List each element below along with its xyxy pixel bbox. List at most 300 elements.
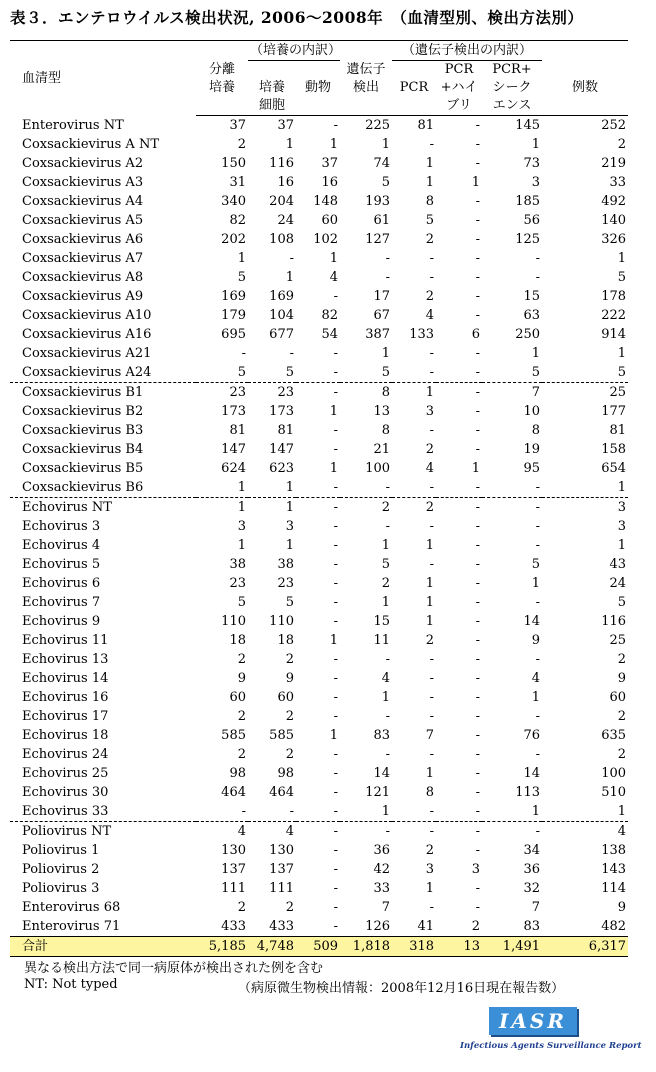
cell-value: - — [482, 498, 542, 518]
cell-value: 7 — [482, 383, 542, 403]
cell-value: 1 — [237, 538, 246, 553]
cell-value: 1 — [425, 576, 435, 591]
cell-value: 5,185 — [196, 937, 248, 957]
cell-value: 95 — [523, 461, 541, 476]
cell-value: - — [333, 595, 339, 610]
cell-value: 9 — [285, 671, 294, 686]
cell-value: 38 — [277, 557, 294, 572]
cell-value: 24 — [609, 576, 627, 591]
cell-value: 14 — [523, 766, 541, 781]
table-row — [10, 306, 628, 325]
cell-value: - — [475, 118, 481, 133]
cell-value: 1 — [285, 137, 294, 152]
table-row — [10, 783, 628, 802]
cell-value: - — [475, 423, 481, 438]
cell-value: 1 — [425, 614, 435, 629]
cell-value: 3 — [531, 175, 541, 190]
cell-value: 121 — [365, 785, 391, 800]
row-serotype: Coxsackievirus A9 — [22, 289, 144, 304]
cell-value: 4 — [531, 671, 541, 686]
cell-value: - — [475, 557, 481, 572]
header-pcr-hybrid: PCR +ハイ ブリ — [436, 61, 482, 116]
cell-value: 5 — [237, 365, 246, 380]
cell-value: 5 — [617, 595, 627, 610]
cell-value: 482 — [601, 919, 627, 934]
cell-value: - — [475, 881, 481, 896]
cell-value: 56 — [523, 213, 541, 228]
cell-value: - — [333, 538, 339, 553]
cell-value: 16 — [277, 175, 294, 190]
cell-value: 36 — [373, 843, 391, 858]
row-serotype: Echovirus NT — [10, 498, 196, 518]
cell-value: 23 — [196, 383, 248, 403]
cell-value: 6 — [471, 327, 481, 342]
footnote-nt: NT: Not typed — [24, 977, 118, 992]
cell-value: - — [429, 270, 435, 285]
row-serotype: Coxsackievirus A7 — [22, 251, 144, 266]
cell-value: 83 — [373, 728, 391, 743]
cell-value: 340 — [221, 194, 246, 209]
row-serotype: Coxsackievirus A NT — [22, 137, 159, 152]
cell-value: 1 — [425, 766, 435, 781]
table-row — [10, 344, 628, 363]
table-row — [10, 574, 628, 593]
row-serotype: Poliovirus 3 — [22, 881, 100, 896]
cell-value: 1 — [329, 728, 339, 743]
cell-value: 137 — [221, 862, 246, 877]
cell-value: - — [429, 346, 435, 361]
cell-value: - — [333, 766, 339, 781]
cell-value: 169 — [269, 289, 294, 304]
table-row — [10, 287, 628, 306]
cell-value: 1 — [531, 690, 541, 705]
cell-value: 9 — [617, 900, 627, 915]
cell-value: 1 — [329, 251, 339, 266]
cell-value: - — [475, 442, 481, 457]
cell-value: - — [385, 270, 391, 285]
cell-value: 126 — [365, 919, 391, 934]
cell-value: - — [333, 289, 339, 304]
cell-value: 25 — [542, 383, 628, 403]
cell-value: - — [385, 709, 391, 724]
cell-value: 654 — [601, 461, 627, 476]
cell-value: 1 — [471, 461, 481, 476]
cell-value: 82 — [229, 213, 246, 228]
cell-value: - — [333, 862, 339, 877]
cell-value: - — [333, 652, 339, 667]
table-row — [10, 707, 628, 726]
cell-value: 193 — [365, 194, 391, 209]
cell-value: 2 — [285, 747, 294, 762]
row-serotype: Echovirus 18 — [22, 728, 109, 743]
cell-value: 1 — [285, 538, 294, 553]
footnote-detection: 異なる検出方法で同一病原体が検出された例を含む — [24, 961, 324, 976]
cell-value: - — [333, 519, 339, 534]
cell-value: 387 — [365, 327, 391, 342]
table-row — [10, 669, 628, 688]
cell-value: 3 — [425, 862, 435, 877]
table-row — [10, 135, 628, 154]
cell-value: - — [535, 270, 541, 285]
cell-value: 9 — [531, 633, 541, 648]
cell-value: - — [475, 671, 481, 686]
cell-value: - — [475, 538, 481, 553]
cell-value: 17 — [373, 289, 391, 304]
row-serotype: Poliovirus 1 — [22, 843, 100, 858]
cell-value: 4 — [425, 461, 435, 476]
cell-value: 464 — [221, 785, 246, 800]
cell-value: 2 — [285, 709, 294, 724]
cell-value: 3 — [471, 862, 481, 877]
cell-value: - — [475, 709, 481, 724]
cell-value: 2 — [237, 747, 246, 762]
cell-value: - — [475, 289, 481, 304]
cell-value: 1 — [381, 690, 391, 705]
cell-value: 173 — [221, 404, 246, 419]
table-row — [10, 822, 628, 842]
cell-value: 2 — [425, 289, 435, 304]
row-serotype: Echovirus 13 — [22, 652, 109, 667]
cell-value: - — [475, 614, 481, 629]
cell-value: 1 — [531, 137, 541, 152]
cell-value: 2 — [617, 137, 627, 152]
cell-value: 509 — [296, 937, 340, 957]
cell-value: - — [333, 557, 339, 572]
cell-value: 43 — [609, 557, 627, 572]
cell-value: 110 — [221, 614, 246, 629]
cell-value: - — [429, 423, 435, 438]
cell-value: 19 — [523, 442, 541, 457]
cell-value: - — [385, 251, 391, 266]
cell-value: 98 — [229, 766, 246, 781]
cell-value: 2 — [617, 709, 627, 724]
cell-value: - — [429, 365, 435, 380]
cell-value: - — [429, 137, 435, 152]
cell-value: 36 — [523, 862, 541, 877]
table-row — [10, 116, 628, 136]
table-title: 表３．エンテロウイルス検出状況, 2006～2008年 （血清型別、検出方法別） — [10, 8, 584, 27]
table-row — [10, 325, 628, 344]
row-serotype: Coxsackievirus A16 — [22, 327, 152, 342]
cell-value: 4 — [196, 822, 248, 842]
footnote-source: （病原微生物検出情報：2008年12月16日現在報告数） — [238, 981, 565, 996]
row-serotype: Coxsackievirus A5 — [22, 213, 144, 228]
cell-value: 5 — [381, 175, 391, 190]
table-row — [10, 879, 628, 898]
header-pcr: PCR — [392, 61, 436, 116]
cell-value: 147 — [221, 442, 246, 457]
cell-value: 127 — [365, 232, 391, 247]
cell-value: - — [535, 747, 541, 762]
cell-value: 138 — [601, 843, 627, 858]
cell-value: 81 — [609, 423, 627, 438]
table-row — [10, 841, 628, 860]
cell-value: 1 — [285, 270, 294, 285]
cell-value: 130 — [269, 843, 294, 858]
cell-value: - — [475, 137, 481, 152]
cell-value: 23 — [277, 576, 294, 591]
cell-value: 510 — [601, 785, 627, 800]
cell-value: 1 — [381, 804, 391, 819]
cell-value: 2 — [617, 652, 627, 667]
cell-value: 8 — [340, 383, 392, 403]
row-serotype: Echovirus 16 — [22, 690, 109, 705]
row-serotype: Coxsackievirus B2 — [22, 404, 144, 419]
cell-value: - — [535, 595, 541, 610]
cell-value: - — [429, 804, 435, 819]
cell-value: 4 — [425, 308, 435, 323]
cell-value: - — [475, 652, 481, 667]
cell-value: - — [385, 747, 391, 762]
cell-value: 3 — [542, 498, 628, 518]
cell-value: - — [429, 251, 435, 266]
cell-value: 14 — [523, 614, 541, 629]
cell-value: 16 — [321, 175, 339, 190]
table-row — [10, 440, 628, 459]
cell-value: 13 — [373, 404, 391, 419]
row-serotype: Echovirus 5 — [22, 557, 101, 572]
row-serotype: Enterovirus 71 — [22, 919, 121, 934]
cell-value: 585 — [269, 728, 294, 743]
cell-value: 1 — [425, 881, 435, 896]
cell-value: 98 — [277, 766, 294, 781]
cell-value: 24 — [277, 213, 294, 228]
cell-value: 677 — [269, 327, 294, 342]
cell-value: - — [436, 822, 482, 842]
row-serotype: Echovirus 30 — [22, 785, 109, 800]
cell-value: 81 — [277, 423, 294, 438]
row-serotype: Coxsackievirus A8 — [22, 270, 144, 285]
table-row — [10, 764, 628, 783]
table-row — [10, 536, 628, 555]
table-row — [10, 192, 628, 211]
enterovirus-table — [10, 40, 628, 957]
cell-value: 18 — [277, 633, 294, 648]
cell-value: 14 — [373, 766, 391, 781]
cell-value: 82 — [321, 308, 339, 323]
cell-value: 2 — [237, 652, 246, 667]
cell-value: 1 — [617, 538, 627, 553]
total-row — [10, 937, 628, 957]
cell-value: 3 — [617, 519, 627, 534]
cell-value: 15 — [373, 614, 391, 629]
cell-value: 37 — [321, 156, 339, 171]
cell-value: 3 — [237, 519, 246, 534]
cell-value: 250 — [515, 327, 541, 342]
cell-value: 1 — [381, 595, 391, 610]
header-serotype: 血清型 — [10, 41, 196, 116]
row-serotype: Echovirus 25 — [22, 766, 109, 781]
cell-value: 1 — [392, 383, 436, 403]
cell-value: 1 — [425, 156, 435, 171]
cell-value: 222 — [601, 308, 627, 323]
cell-value: - — [429, 480, 435, 495]
cell-value: - — [333, 785, 339, 800]
table-row — [10, 459, 628, 478]
table-row — [10, 478, 628, 498]
cell-value: - — [333, 423, 339, 438]
cell-value: - — [475, 270, 481, 285]
cell-value: - — [475, 900, 481, 915]
cell-value: 21 — [373, 442, 391, 457]
cell-value: 635 — [601, 728, 627, 743]
cell-value: 31 — [229, 175, 246, 190]
cell-value: 326 — [601, 232, 627, 247]
cell-value: 102 — [313, 232, 339, 247]
cell-value: 145 — [515, 118, 541, 133]
cell-value: 100 — [365, 461, 391, 476]
row-serotype: Coxsackievirus A6 — [22, 232, 144, 247]
row-serotype: Coxsackievirus B6 — [22, 480, 144, 495]
table-row — [10, 745, 628, 764]
cell-value: 7 — [381, 900, 391, 915]
table-row — [10, 650, 628, 669]
cell-value: - — [482, 822, 542, 842]
cell-value: 2 — [425, 442, 435, 457]
cell-value: 37 — [277, 118, 294, 133]
cell-value: 54 — [321, 327, 339, 342]
cell-value: 67 — [373, 308, 391, 323]
row-serotype: Coxsackievirus B1 — [10, 383, 196, 403]
row-serotype: Echovirus 33 — [22, 804, 109, 819]
cell-value: - — [385, 652, 391, 667]
table-row — [10, 917, 628, 937]
cell-value: - — [475, 404, 481, 419]
cell-value: 2 — [237, 137, 246, 152]
cell-value: 225 — [365, 118, 391, 133]
cell-value: 116 — [269, 156, 294, 171]
cell-value: 114 — [601, 881, 627, 896]
cell-value: 318 — [392, 937, 436, 957]
cell-value: 110 — [269, 614, 294, 629]
cell-value: - — [333, 118, 339, 133]
cell-value: 18 — [229, 633, 246, 648]
table-row — [10, 363, 628, 383]
cell-value: 42 — [373, 862, 391, 877]
cell-value: - — [333, 480, 339, 495]
cell-value: - — [289, 804, 294, 819]
header-gene-group: （遺伝子検出の内訳） — [392, 41, 542, 61]
cell-value: 13 — [436, 937, 482, 957]
cell-value: 143 — [601, 862, 627, 877]
cell-value: 1 — [329, 404, 339, 419]
cell-value: 3 — [285, 519, 294, 534]
header-animal: 動物 — [296, 61, 340, 116]
cell-value: 9 — [617, 671, 627, 686]
cell-value: 2 — [617, 747, 627, 762]
cell-value: - — [475, 480, 481, 495]
cell-value: 178 — [601, 289, 627, 304]
cell-value: - — [429, 557, 435, 572]
cell-value: 464 — [269, 785, 294, 800]
cell-value: - — [429, 900, 435, 915]
cell-value: - — [333, 843, 339, 858]
cell-value: - — [535, 652, 541, 667]
cell-value: 1 — [248, 498, 296, 518]
cell-value: - — [333, 614, 339, 629]
cell-value: 32 — [523, 881, 541, 896]
cell-value: - — [429, 652, 435, 667]
cell-value: 2 — [392, 498, 436, 518]
cell-value: 108 — [269, 232, 294, 247]
cell-value: - — [475, 194, 481, 209]
cell-value: - — [333, 576, 339, 591]
row-serotype: Coxsackievirus A2 — [22, 156, 144, 171]
header-gene-detection: 遺伝子 検出 — [340, 61, 392, 116]
cell-value: 5 — [237, 270, 246, 285]
table-row — [10, 631, 628, 650]
cell-value: - — [475, 633, 481, 648]
cell-value: 5 — [531, 365, 541, 380]
cell-value: 130 — [221, 843, 246, 858]
cell-value: 23 — [248, 383, 296, 403]
cell-value: 5 — [381, 365, 391, 380]
cell-value: 6,317 — [542, 937, 628, 957]
cell-value: 1 — [425, 538, 435, 553]
cell-value: - — [429, 690, 435, 705]
header-cases: 例数 — [542, 61, 628, 116]
cell-value: - — [475, 728, 481, 743]
cell-value: 202 — [221, 232, 246, 247]
cell-value: 1 — [329, 461, 339, 476]
cell-value: 81 — [229, 423, 246, 438]
row-serotype: Coxsackievirus A24 — [22, 365, 152, 380]
cell-value: 5 — [237, 595, 246, 610]
row-serotype: Echovirus 24 — [22, 747, 109, 762]
cell-value: 11 — [373, 633, 391, 648]
cell-value: 179 — [221, 308, 246, 323]
row-serotype: Echovirus 4 — [22, 538, 101, 553]
row-serotype: Enterovirus 68 — [22, 900, 121, 915]
cell-value: - — [475, 156, 481, 171]
cell-value: - — [429, 519, 435, 534]
table-row — [10, 173, 628, 192]
cell-value: 1 — [531, 346, 541, 361]
cell-value: 2 — [285, 900, 294, 915]
cell-value: - — [475, 843, 481, 858]
cell-value: 116 — [601, 614, 627, 629]
row-serotype: Echovirus 9 — [22, 614, 101, 629]
cell-value: 38 — [229, 557, 246, 572]
cell-value: - — [475, 365, 481, 380]
cell-value: - — [475, 766, 481, 781]
cell-value: 5 — [617, 270, 627, 285]
row-serotype: Poliovirus 2 — [22, 862, 100, 877]
cell-value: - — [296, 383, 340, 403]
row-serotype: Coxsackievirus A21 — [22, 346, 152, 361]
cell-value: - — [333, 900, 339, 915]
cell-value: 2 — [471, 919, 481, 934]
cell-value: 1 — [381, 137, 391, 152]
cell-value: - — [475, 595, 481, 610]
iasr-logo-subtitle: Infectious Agents Surveillance Report — [460, 1041, 642, 1051]
cell-value: 3 — [425, 404, 435, 419]
cell-value: 7 — [531, 900, 541, 915]
cell-value: 4 — [329, 270, 339, 285]
cell-value: 61 — [373, 213, 391, 228]
cell-value: 5 — [531, 557, 541, 572]
cell-value: 5 — [285, 595, 294, 610]
row-serotype: Echovirus 17 — [22, 709, 109, 724]
row-serotype: Echovirus 6 — [22, 576, 101, 591]
cell-value: 111 — [269, 881, 294, 896]
row-serotype: Echovirus 7 — [22, 595, 101, 610]
cell-value: - — [475, 747, 481, 762]
cell-value: - — [475, 232, 481, 247]
cell-value: - — [535, 709, 541, 724]
cell-value: 1 — [237, 480, 246, 495]
cell-value: - — [429, 671, 435, 686]
